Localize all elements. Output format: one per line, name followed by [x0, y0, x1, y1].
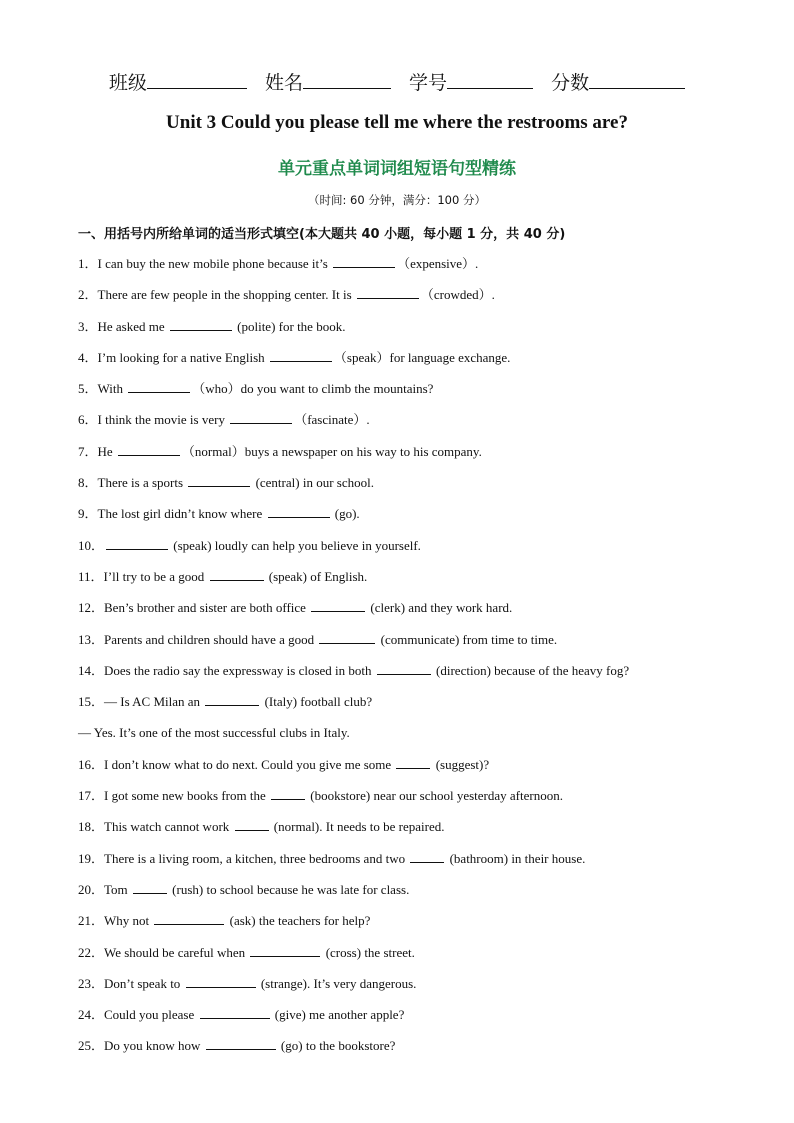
- question-text-after: (speak) of English.: [265, 568, 368, 584]
- question-text-before: 24．Could you please: [78, 1007, 198, 1023]
- question-text-after: （who）do you want to climb the mountains?: [192, 381, 434, 397]
- answer-blank[interactable]: [235, 817, 269, 831]
- question-item: [78, 1036, 778, 1067]
- class-label: 班级: [108, 72, 147, 94]
- answer-blank[interactable]: [206, 1036, 276, 1050]
- question-item: [78, 661, 778, 692]
- answer-blank[interactable]: [268, 504, 330, 518]
- score-blank[interactable]: [589, 70, 685, 89]
- answer-blank[interactable]: [154, 911, 224, 925]
- question-text-before: 21．Why not: [78, 913, 153, 929]
- question-text-after: （expensive）.: [397, 256, 479, 271]
- question-text-after: (go).: [331, 506, 360, 522]
- answer-blank[interactable]: [377, 661, 431, 675]
- student-info-line: [0, 68, 794, 95]
- class-blank[interactable]: [147, 70, 247, 89]
- question-item: [78, 723, 778, 754]
- question-text-before: 3．He asked me: [78, 318, 168, 334]
- answer-blank[interactable]: [128, 379, 190, 393]
- answer-blank[interactable]: [133, 880, 167, 894]
- question-text-after: (ask) the teachers for help?: [226, 913, 371, 929]
- name-blank[interactable]: [303, 70, 391, 89]
- question-text-before: 4．I’m looking for a native English: [78, 349, 268, 365]
- answer-blank[interactable]: [410, 849, 444, 863]
- question-text-before: 8．There is a sports: [78, 475, 187, 491]
- answer-blank[interactable]: [396, 755, 430, 769]
- question-text-before: 19．There is a living room, a kitchen, three bedrooms and two: [78, 850, 409, 866]
- question-text-before: 9．The lost girl didn’t know where: [78, 506, 266, 522]
- answer-blank[interactable]: [250, 943, 320, 957]
- question-text-after: (go) to the bookstore?: [277, 1038, 396, 1054]
- question-item: [78, 630, 778, 661]
- answer-blank[interactable]: [106, 536, 168, 550]
- question-item: [78, 379, 778, 410]
- answer-blank[interactable]: [188, 473, 250, 487]
- question-text-after: （speak）for language exchange.: [333, 349, 511, 365]
- question-text-after: （crowded）.: [420, 287, 495, 303]
- answer-blank[interactable]: [210, 567, 264, 581]
- question-list: [78, 254, 778, 1068]
- student-id-field: [409, 68, 533, 95]
- question-item: [78, 442, 778, 473]
- name-label: 姓名: [264, 72, 303, 94]
- answer-blank[interactable]: [200, 1005, 270, 1019]
- score-field: [551, 68, 685, 95]
- question-item: [78, 536, 778, 567]
- question-text-after: (direction) because of the heavy fog?: [432, 662, 630, 678]
- question-item: [78, 943, 778, 974]
- question-text-after: (clerk) and they work hard.: [367, 600, 513, 616]
- question-item: [78, 817, 778, 848]
- question-text-after: (cross) the street.: [322, 944, 415, 960]
- question-text-after: (suggest)?: [432, 756, 490, 772]
- question-text-after: (communicate) from time to time.: [377, 631, 558, 647]
- question-text-before: 22．We should be careful when: [78, 944, 249, 960]
- question-text-before: 2．There are few people in the shopping center. It is: [78, 287, 355, 303]
- answer-blank[interactable]: [230, 410, 292, 424]
- question-text-before: 6．I think the movie is very: [78, 412, 229, 428]
- question-text-before: 12．Ben’s brother and sister are both office: [78, 600, 310, 616]
- question-text-after: (give) me another apple?: [271, 1007, 405, 1023]
- question-item: [78, 285, 778, 316]
- class-field: [109, 68, 247, 95]
- question-item: [78, 692, 778, 723]
- answer-blank[interactable]: [271, 786, 305, 800]
- question-text-after: (strange). It’s very dangerous.: [257, 975, 417, 991]
- question-item: [78, 348, 778, 379]
- student-id-label: 学号: [409, 72, 448, 94]
- question-item: [78, 598, 778, 629]
- question-text-after: （fascinate）.: [294, 412, 370, 428]
- question-text-after: (Italy) football club?: [261, 694, 373, 710]
- answer-blank[interactable]: [319, 630, 375, 644]
- question-text-before: 25．Do you know how: [78, 1038, 204, 1054]
- section-heading: 一、用括号内所给单词的适当形式填空(本大题共 40 小题，每小题 1 分，共 40 分): [78, 227, 566, 242]
- question-item: [78, 1005, 778, 1036]
- question-item: [78, 410, 778, 441]
- question-text-after: (normal). It needs to be repaired.: [270, 819, 445, 835]
- question-text-before: 7．He: [78, 443, 116, 459]
- question-item: [78, 911, 778, 942]
- question-item: [78, 755, 778, 786]
- name-field: [265, 68, 391, 95]
- page-title: Unit 3 Could you please tell me where the restrooms are?: [166, 112, 628, 133]
- answer-blank[interactable]: [357, 285, 419, 299]
- question-text-after: (bookstore) near our school yesterday afternoon.: [307, 788, 563, 804]
- score-label: 分数: [551, 72, 590, 94]
- question-text-before: 5．With: [78, 381, 127, 397]
- question-text-after: (bathroom) in their house.: [446, 850, 586, 866]
- question-item: [78, 786, 778, 817]
- question-text-after: (rush) to school because he was late for class.: [168, 881, 410, 897]
- question-item: [78, 849, 778, 880]
- answer-blank[interactable]: [186, 974, 256, 988]
- student-id-blank[interactable]: [447, 70, 533, 89]
- exam-meta: （时间: 60 分钟，满分：100 分）: [308, 193, 486, 207]
- question-item: [78, 504, 778, 535]
- question-text-before: 20．Tom: [78, 881, 131, 897]
- question-text-before: 13．Parents and children should have a good: [78, 631, 318, 647]
- question-text-before: 11．I’ll try to be a good: [78, 568, 208, 584]
- question-text-before: 14．Does the radio say the expressway is closed in both: [78, 662, 375, 678]
- answer-blank[interactable]: [170, 317, 232, 331]
- question-text-before: — Yes. It’s one of the most successful clubs in Italy.: [78, 725, 350, 741]
- answer-blank[interactable]: [118, 442, 180, 456]
- question-text-after: (polite) for the book.: [233, 318, 346, 334]
- question-text-before: 15．— Is AC Milan an: [78, 694, 204, 710]
- question-text-after: (speak) loudly can help you believe in yourself.: [170, 537, 421, 553]
- question-item: [78, 254, 778, 285]
- question-item: [78, 880, 778, 911]
- question-text-before: 18．This watch cannot work: [78, 819, 233, 835]
- question-text-after: （normal）buys a newspaper on his way to his company.: [181, 443, 482, 459]
- question-text-before: 17．I got some new books from the: [78, 788, 270, 804]
- question-text-before: 23．Don’t speak to: [78, 975, 184, 991]
- question-item: [78, 567, 778, 598]
- question-text-before: 16．I don’t know what to do next. Could you give me some: [78, 756, 395, 772]
- answer-blank[interactable]: [205, 692, 259, 706]
- question-text-before: 1．I can buy the new mobile phone because it’s: [78, 256, 332, 271]
- question-item: [78, 473, 778, 504]
- answer-blank[interactable]: [333, 254, 395, 268]
- answer-blank[interactable]: [311, 598, 365, 612]
- question-item: [78, 317, 778, 348]
- question-text-before: 10．: [78, 537, 105, 553]
- answer-blank[interactable]: [270, 348, 332, 362]
- page-subtitle: 单元重点单词词组短语句型精练: [278, 159, 516, 179]
- question-text-after: (central) in our school.: [252, 475, 374, 491]
- question-item: [78, 974, 778, 1005]
